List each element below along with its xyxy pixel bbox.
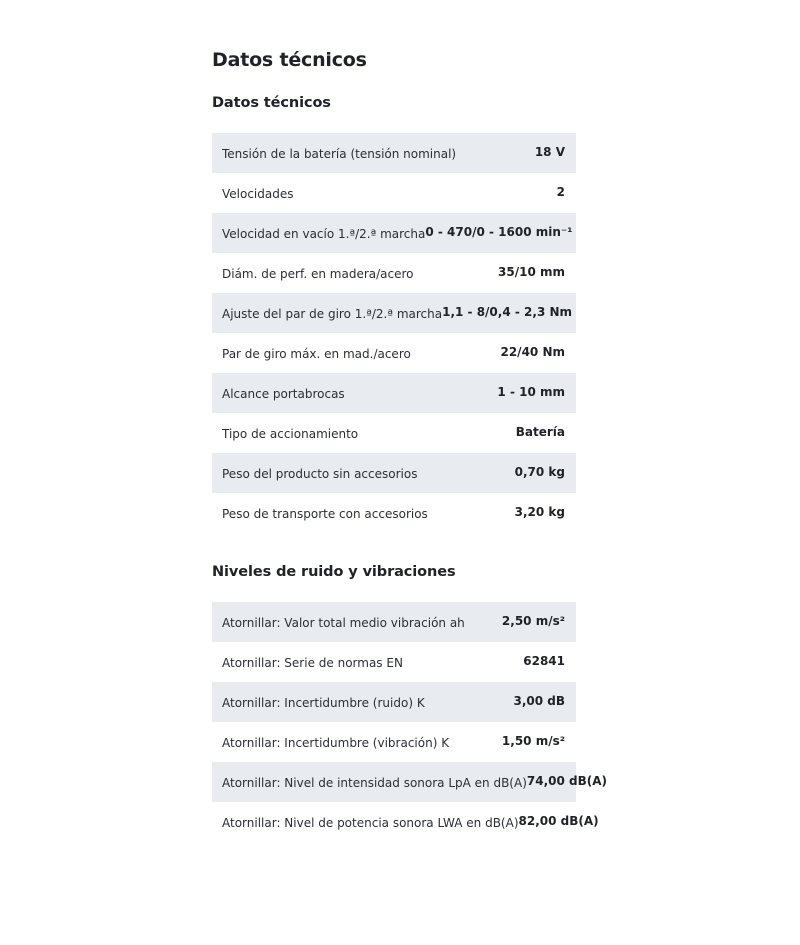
page-title: Datos técnicos bbox=[212, 49, 367, 71]
row-value: 35/10 mm bbox=[498, 265, 565, 279]
noise-vibration-table bbox=[212, 602, 608, 842]
row-value: 1,1 - 8/0,4 - 2,3 Nm bbox=[442, 305, 573, 319]
row-value: 0 - 470/0 - 1600 min⁻¹ bbox=[425, 225, 573, 239]
row-value: 74,00 dB(A) bbox=[526, 774, 608, 788]
row-value: 22/40 Nm bbox=[500, 345, 565, 359]
row-value: 0,70 kg bbox=[514, 465, 565, 479]
row-label: Tensión de la batería (tensión nominal) bbox=[222, 147, 457, 161]
row-label: Atornillar: Incertidumbre (vibración) K bbox=[222, 736, 450, 750]
row-label: Ajuste del par de giro 1.ª/2.ª marcha bbox=[222, 307, 443, 321]
table-row bbox=[212, 413, 576, 453]
table-row bbox=[212, 602, 576, 642]
row-label: Alcance portabrocas bbox=[222, 387, 345, 401]
table-row bbox=[212, 253, 576, 293]
row-label: Par de giro máx. en mad./acero bbox=[222, 347, 411, 361]
row-value: 2,50 m/s² bbox=[501, 614, 565, 628]
row-label: Tipo de accionamiento bbox=[222, 427, 359, 441]
row-label: Velocidad en vacío 1.ª/2.ª marcha bbox=[222, 227, 426, 241]
row-value: 62841 bbox=[523, 654, 565, 668]
row-label: Atornillar: Incertidumbre (ruido) K bbox=[222, 696, 425, 710]
row-value: 1,50 m/s² bbox=[501, 734, 565, 748]
table-row bbox=[212, 133, 576, 173]
table-row bbox=[212, 373, 576, 413]
row-label: Peso de transporte con accesorios bbox=[222, 507, 428, 521]
row-label: Atornillar: Valor total medio vibración ah bbox=[222, 616, 465, 630]
row-label: Velocidades bbox=[222, 187, 294, 201]
table-row bbox=[212, 682, 576, 722]
table-row bbox=[212, 293, 576, 333]
section-heading-noise-vibration: Niveles de ruido y vibraciones bbox=[212, 564, 456, 580]
technical-data-table bbox=[212, 133, 576, 533]
table-row bbox=[212, 493, 576, 533]
table-row bbox=[212, 802, 599, 842]
row-value: 2 bbox=[556, 185, 565, 199]
row-value: 3,00 dB bbox=[513, 694, 565, 708]
table-row bbox=[212, 333, 576, 373]
table-row bbox=[212, 173, 576, 213]
row-value: 3,20 kg bbox=[514, 505, 565, 519]
row-value: 82,00 dB(A) bbox=[518, 814, 599, 828]
row-value: Batería bbox=[515, 425, 565, 439]
table-row bbox=[212, 722, 576, 762]
table-row bbox=[212, 642, 576, 682]
section-heading-technical-data: Datos técnicos bbox=[212, 95, 331, 111]
row-label: Diám. de perf. en madera/acero bbox=[222, 267, 414, 281]
table-row bbox=[212, 762, 608, 802]
row-label: Peso del producto sin accesorios bbox=[222, 467, 418, 481]
row-value: 18 V bbox=[534, 145, 565, 159]
row-label: Atornillar: Serie de normas EN bbox=[222, 656, 403, 670]
table-row bbox=[212, 453, 576, 493]
row-label: Atornillar: Nivel de potencia sonora LWA en dB(A) bbox=[222, 816, 519, 830]
row-label: Atornillar: Nivel de intensidad sonora LpA en dB(A) bbox=[222, 776, 527, 790]
table-row bbox=[212, 213, 576, 253]
row-value: 1 - 10 mm bbox=[497, 385, 565, 399]
technical-data-panel bbox=[212, 47, 608, 842]
